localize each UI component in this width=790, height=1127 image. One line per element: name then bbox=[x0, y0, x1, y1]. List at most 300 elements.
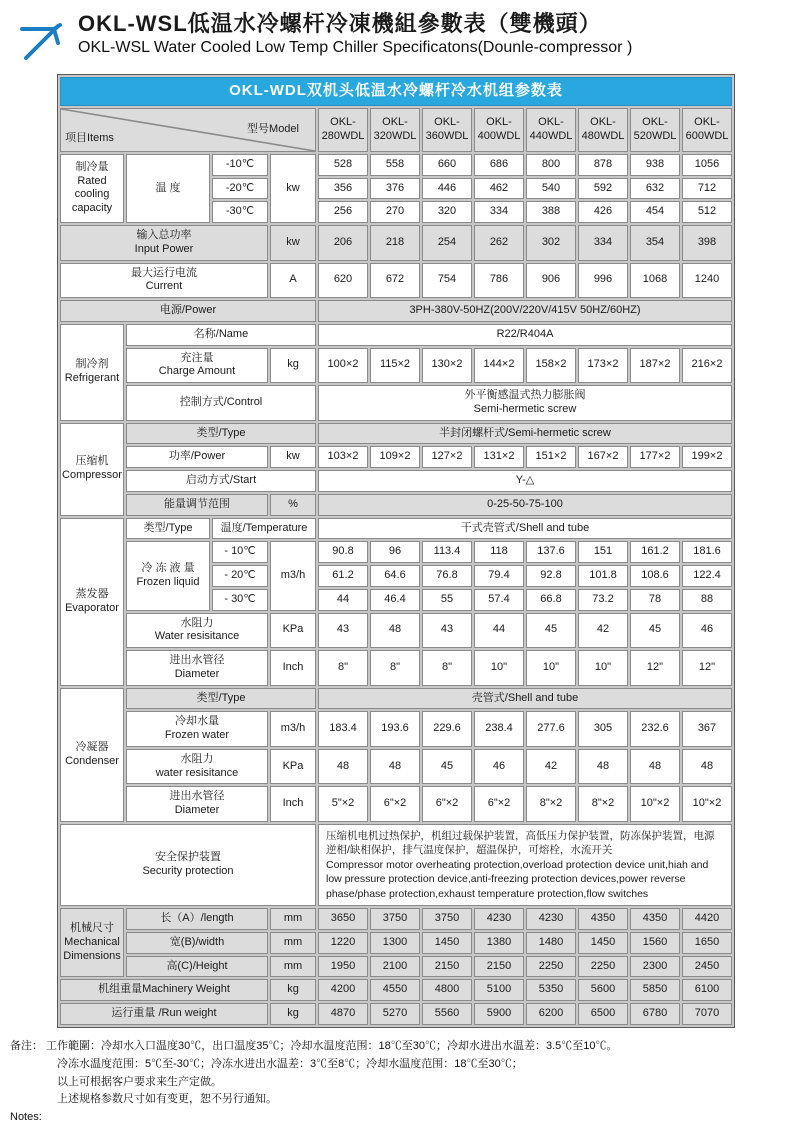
value-cell: 61.2 bbox=[318, 565, 368, 587]
unit-cell: Inch bbox=[270, 650, 316, 686]
security-text-zh: 压缩机电机过热保护，机组过载保护装置，高低压力保护装置，防冻保护装置，电源逆相/缺相保护，排气温度保护，超温保护，可熔栓，水流开关 bbox=[326, 829, 715, 857]
value-cell: 6"×2 bbox=[474, 786, 524, 822]
value-cell: 462 bbox=[474, 178, 524, 200]
value-cell: 118 bbox=[474, 541, 524, 563]
unit-cell: kw bbox=[270, 154, 316, 223]
row-label-current bbox=[60, 263, 268, 299]
unit-cell: KPa bbox=[270, 749, 316, 785]
value-cell: 151 bbox=[578, 541, 628, 563]
control-value-en: Semi-hermetic screw bbox=[473, 402, 577, 415]
unit-cell: Inch bbox=[270, 786, 316, 822]
table-row bbox=[60, 324, 732, 346]
value-cell: 1380 bbox=[474, 932, 524, 954]
value-cell: 320 bbox=[422, 201, 472, 223]
value-cell: 2300 bbox=[630, 956, 680, 978]
value-cell: 167×2 bbox=[578, 446, 628, 468]
row-label-zh: 冷却水量 bbox=[175, 715, 219, 728]
value-cell: 8" bbox=[318, 650, 368, 686]
model-header-cell: OKL-360WDL bbox=[422, 108, 472, 152]
value-cell: 137.6 bbox=[526, 541, 576, 563]
value-cell: 4350 bbox=[630, 908, 680, 930]
value-cell: 2250 bbox=[526, 956, 576, 978]
value-cell: 113.4 bbox=[422, 541, 472, 563]
value-cell: 1056 bbox=[682, 154, 732, 176]
value-cell: 1220 bbox=[318, 932, 368, 954]
row-label-evaporator-type: 类型/Type bbox=[126, 518, 210, 540]
value-cell: 115×2 bbox=[370, 348, 420, 384]
value-cell: 73.2 bbox=[578, 589, 628, 611]
note-line: 上述规格参数尺寸如有变更，恕不另行通知。 bbox=[57, 1093, 277, 1106]
value-cell: 5560 bbox=[422, 1003, 472, 1025]
row-label-run-weight: 运行重量 /Run weight bbox=[60, 1003, 268, 1025]
value-cell: 45 bbox=[630, 613, 680, 649]
unit-cell: m3/h bbox=[270, 541, 316, 610]
group-label-en: Compressor bbox=[62, 469, 122, 481]
value-cell: 130×2 bbox=[422, 348, 472, 384]
table-row bbox=[60, 711, 732, 747]
model-header-cell: OKL-600WDL bbox=[682, 108, 732, 152]
table-row bbox=[60, 154, 732, 176]
value-cell: 454 bbox=[630, 201, 680, 223]
row-label-cond-diameter bbox=[126, 786, 268, 822]
group-label-en: Condenser bbox=[65, 754, 119, 767]
start-value: Y-△ bbox=[318, 470, 732, 492]
value-cell: 78 bbox=[630, 589, 680, 611]
group-label-zh: 机械尺寸 bbox=[70, 922, 114, 935]
temp-cell: -30℃ bbox=[212, 201, 268, 223]
value-cell: 122.4 bbox=[682, 565, 732, 587]
row-label-start: 启动方式/Start bbox=[126, 470, 316, 492]
value-cell: 46 bbox=[474, 749, 524, 785]
note-line: Notes: bbox=[10, 1111, 42, 1124]
value-cell: 6"×2 bbox=[370, 786, 420, 822]
corner-header-cell bbox=[60, 108, 316, 152]
unit-cell: A bbox=[270, 263, 316, 299]
value-cell: 101.8 bbox=[578, 565, 628, 587]
value-cell: 10" bbox=[578, 650, 628, 686]
group-label-zh: 制冷量 bbox=[75, 160, 109, 173]
value-cell: 88 bbox=[682, 589, 732, 611]
notes-section bbox=[10, 1038, 790, 1127]
value-cell: 512 bbox=[682, 201, 732, 223]
group-label-condenser bbox=[60, 688, 124, 822]
value-cell: 996 bbox=[578, 263, 628, 299]
value-cell: 426 bbox=[578, 201, 628, 223]
row-label-zh: 安全保护装置 bbox=[155, 851, 221, 864]
value-cell: 8" bbox=[370, 650, 420, 686]
value-cell: 302 bbox=[526, 225, 576, 261]
value-cell: 1650 bbox=[682, 932, 732, 954]
value-cell: 158×2 bbox=[526, 348, 576, 384]
value-cell: 528 bbox=[318, 154, 368, 176]
table-row bbox=[60, 348, 732, 384]
unit-cell: kg bbox=[270, 979, 316, 1001]
value-cell: 398 bbox=[682, 225, 732, 261]
unit-cell: kg bbox=[270, 348, 316, 384]
value-cell: 356 bbox=[318, 178, 368, 200]
value-cell: 42 bbox=[578, 613, 628, 649]
value-cell: 177×2 bbox=[630, 446, 680, 468]
value-cell: 4550 bbox=[370, 979, 420, 1001]
value-cell: 12" bbox=[630, 650, 680, 686]
security-text-en: Compressor motor overheating protection,overload protection device unit,hiah and low pressure protection device,anti-freezing protection devices,power reverse phase/phase protection,exhaust temperature protection,flow switches bbox=[326, 858, 709, 900]
table-row bbox=[60, 494, 732, 516]
value-cell: 10"×2 bbox=[682, 786, 732, 822]
value-cell: 800 bbox=[526, 154, 576, 176]
table-row bbox=[60, 446, 732, 468]
value-cell: 108.6 bbox=[630, 565, 680, 587]
value-cell: 57.4 bbox=[474, 589, 524, 611]
value-cell: 12" bbox=[682, 650, 732, 686]
value-cell: 8"×2 bbox=[578, 786, 628, 822]
value-cell: 218 bbox=[370, 225, 420, 261]
value-cell: 4870 bbox=[318, 1003, 368, 1025]
value-cell: 256 bbox=[318, 201, 368, 223]
value-cell: 6200 bbox=[526, 1003, 576, 1025]
value-cell: 10"×2 bbox=[630, 786, 680, 822]
value-cell: 446 bbox=[422, 178, 472, 200]
value-cell: 46 bbox=[682, 613, 732, 649]
value-cell: 1240 bbox=[682, 263, 732, 299]
row-label-en: Diameter bbox=[174, 804, 220, 816]
value-cell: 672 bbox=[370, 263, 420, 299]
group-label-zh: 制冷剂 bbox=[75, 358, 109, 371]
value-cell: 1068 bbox=[630, 263, 680, 299]
value-cell: 712 bbox=[682, 178, 732, 200]
row-label-condenser-type: 类型/Type bbox=[126, 688, 316, 710]
value-cell: 754 bbox=[422, 263, 472, 299]
value-cell: 2450 bbox=[682, 956, 732, 978]
row-label-en: Frozen liquid bbox=[136, 575, 200, 588]
row-label-security bbox=[60, 824, 316, 906]
unit-cell: mm bbox=[270, 932, 316, 954]
row-label-zh: 水阻力 bbox=[180, 752, 214, 765]
table-row bbox=[60, 650, 732, 686]
unit-cell: mm bbox=[270, 908, 316, 930]
value-cell: 906 bbox=[526, 263, 576, 299]
value-cell: 1450 bbox=[422, 932, 472, 954]
unit-cell: kg bbox=[270, 1003, 316, 1025]
evaporator-type-value: 干式壳管式/Shell and tube bbox=[318, 518, 732, 540]
value-cell: 183.4 bbox=[318, 711, 368, 747]
model-header-cell: OKL-320WDL bbox=[370, 108, 420, 152]
value-cell: 305 bbox=[578, 711, 628, 747]
page-subtitle: OKL-WSL Water Cooled Low Temp Chiller Specificatons(Dounle-compressor ) bbox=[78, 38, 633, 56]
row-label-cooling-water bbox=[126, 711, 268, 747]
value-cell: 66.8 bbox=[526, 589, 576, 611]
table-row bbox=[60, 518, 732, 540]
value-cell: 686 bbox=[474, 154, 524, 176]
table-row bbox=[60, 423, 732, 445]
temp-label-cell: 温 度 bbox=[126, 154, 210, 223]
value-cell: 1450 bbox=[578, 932, 628, 954]
value-cell: 6100 bbox=[682, 979, 732, 1001]
value-cell: 199×2 bbox=[682, 446, 732, 468]
row-label-evap-diameter bbox=[126, 650, 268, 686]
value-cell: 10" bbox=[474, 650, 524, 686]
table-row bbox=[60, 908, 732, 930]
row-label-compressor-power: 功率/Power bbox=[126, 446, 268, 468]
value-cell: 7070 bbox=[682, 1003, 732, 1025]
row-label-charge-amount bbox=[126, 348, 268, 384]
table-row bbox=[60, 300, 732, 322]
value-cell: 5100 bbox=[474, 979, 524, 1001]
value-cell: 376 bbox=[370, 178, 420, 200]
group-label-compressor bbox=[60, 423, 124, 516]
value-cell: 4350 bbox=[578, 908, 628, 930]
value-cell: 229.6 bbox=[422, 711, 472, 747]
model-header-cell: OKL-520WDL bbox=[630, 108, 680, 152]
group-label-dimensions bbox=[60, 908, 124, 977]
model-header-row bbox=[60, 108, 732, 152]
group-label-en: Evaporator bbox=[65, 601, 119, 614]
group-label-zh: 压缩机 bbox=[75, 455, 109, 468]
table-row bbox=[60, 470, 732, 492]
temp-cell: - 20℃ bbox=[212, 565, 268, 587]
value-cell: 632 bbox=[630, 178, 680, 200]
model-header-cell: OKL-480WDL bbox=[578, 108, 628, 152]
value-cell: 109×2 bbox=[370, 446, 420, 468]
row-label-en: Frozen water bbox=[164, 729, 230, 741]
value-cell: 4420 bbox=[682, 908, 732, 930]
value-cell: 388 bbox=[526, 201, 576, 223]
value-cell: 79.4 bbox=[474, 565, 524, 587]
row-label-zh: 冷 冻 液 量 bbox=[141, 562, 195, 575]
value-cell: 620 bbox=[318, 263, 368, 299]
value-cell: 277.6 bbox=[526, 711, 576, 747]
value-cell: 540 bbox=[526, 178, 576, 200]
row-label-en: water resisitance bbox=[155, 766, 239, 779]
energy-range-value: 0-25-50-75-100 bbox=[318, 494, 732, 516]
row-label-en: Charge Amount bbox=[158, 365, 236, 378]
value-cell: 238.4 bbox=[474, 711, 524, 747]
temp-cell: -20℃ bbox=[212, 178, 268, 200]
row-label-zh: 输入总功率 bbox=[136, 229, 192, 241]
value-cell: 206 bbox=[318, 225, 368, 261]
group-label-en: Refrigerant bbox=[64, 372, 120, 385]
unit-cell: kw bbox=[270, 446, 316, 468]
value-cell: 938 bbox=[630, 154, 680, 176]
value-cell: 161.2 bbox=[630, 541, 680, 563]
value-cell: 43 bbox=[422, 613, 472, 649]
value-cell: 4200 bbox=[318, 979, 368, 1001]
value-cell: 4230 bbox=[526, 908, 576, 930]
page-title: OKL-WSL低温水冷螺杆冷凍機組參數表（雙機頭） bbox=[78, 11, 602, 36]
value-cell: 44 bbox=[474, 613, 524, 649]
value-cell: 1480 bbox=[526, 932, 576, 954]
value-cell: 64.6 bbox=[370, 565, 420, 587]
value-cell: 48 bbox=[682, 749, 732, 785]
row-label-length: 长（A）/length bbox=[126, 908, 268, 930]
value-cell: 92.8 bbox=[526, 565, 576, 587]
row-label-height: 高(C)/Height bbox=[126, 956, 268, 978]
table-row bbox=[60, 749, 732, 785]
value-cell: 44 bbox=[318, 589, 368, 611]
unit-cell: KPa bbox=[270, 613, 316, 649]
condenser-type-value: 壳管式/Shell and tube bbox=[318, 688, 732, 710]
value-cell: 96 bbox=[370, 541, 420, 563]
value-cell: 5600 bbox=[578, 979, 628, 1001]
value-cell: 254 bbox=[422, 225, 472, 261]
refrigerant-name-value: R22/R404A bbox=[318, 324, 732, 346]
row-label-en: Water resisitance bbox=[154, 630, 240, 643]
power-supply-value: 3PH-380V-50HZ(200V/220V/415V 50HZ/60HZ) bbox=[318, 300, 732, 322]
value-cell: 127×2 bbox=[422, 446, 472, 468]
compressor-type-value: 半封闭螺杆式/Semi-hermetic screw bbox=[318, 423, 732, 445]
value-cell: 5270 bbox=[370, 1003, 420, 1025]
table-row bbox=[60, 613, 732, 649]
group-label-cooling bbox=[60, 154, 124, 223]
spec-table bbox=[57, 74, 735, 1028]
table-row bbox=[60, 786, 732, 822]
group-label-evaporator bbox=[60, 518, 124, 686]
value-cell: 786 bbox=[474, 263, 524, 299]
value-cell: 181.6 bbox=[682, 541, 732, 563]
row-label-width: 宽(B)/width bbox=[126, 932, 268, 954]
value-cell: 46.4 bbox=[370, 589, 420, 611]
unit-cell: mm bbox=[270, 956, 316, 978]
row-label-zh: 充注量 bbox=[180, 351, 214, 364]
value-cell: 3750 bbox=[370, 908, 420, 930]
table-row bbox=[60, 979, 732, 1001]
control-value-zh: 外平衡感温式热力膨胀阀 bbox=[464, 389, 586, 401]
value-cell: 43 bbox=[318, 613, 368, 649]
row-label-cond-resistance bbox=[126, 749, 268, 785]
temp-cell: -10℃ bbox=[212, 154, 268, 176]
value-cell: 193.6 bbox=[370, 711, 420, 747]
value-cell: 5"×2 bbox=[318, 786, 368, 822]
security-text bbox=[318, 824, 732, 906]
value-cell: 3750 bbox=[422, 908, 472, 930]
value-cell: 48 bbox=[318, 749, 368, 785]
row-label-machinery-weight: 机组重量Machinery Weight bbox=[60, 979, 268, 1001]
value-cell: 334 bbox=[578, 225, 628, 261]
value-cell: 48 bbox=[578, 749, 628, 785]
value-cell: 878 bbox=[578, 154, 628, 176]
row-label-evap-resistance bbox=[126, 613, 268, 649]
value-cell: 42 bbox=[526, 749, 576, 785]
unit-cell: % bbox=[270, 494, 316, 516]
row-label-refrigerant-name: 名称/Name bbox=[126, 324, 316, 346]
group-label-zh: 冷凝器 bbox=[75, 740, 109, 753]
value-cell: 334 bbox=[474, 201, 524, 223]
value-cell: 48 bbox=[630, 749, 680, 785]
value-cell: 262 bbox=[474, 225, 524, 261]
value-cell: 4800 bbox=[422, 979, 472, 1001]
row-label-control: 控制方式/Control bbox=[126, 385, 316, 421]
table-row bbox=[60, 225, 732, 261]
row-label-en: Diameter bbox=[174, 667, 220, 680]
model-header-cell: OKL-440WDL bbox=[526, 108, 576, 152]
value-cell: 187×2 bbox=[630, 348, 680, 384]
group-label-refrigerant bbox=[60, 324, 124, 421]
value-cell: 367 bbox=[682, 711, 732, 747]
temp-cell: - 30℃ bbox=[212, 589, 268, 611]
value-cell: 2250 bbox=[578, 956, 628, 978]
value-cell: 48 bbox=[370, 613, 420, 649]
row-label-zh: 进出水管径 bbox=[169, 790, 225, 803]
page-header bbox=[0, 0, 790, 64]
value-cell: 4230 bbox=[474, 908, 524, 930]
value-cell: 5900 bbox=[474, 1003, 524, 1025]
value-cell: 144×2 bbox=[474, 348, 524, 384]
row-label-zh: 进出水管径 bbox=[169, 654, 225, 666]
model-header-cell: OKL-400WDL bbox=[474, 108, 524, 152]
row-label-zh: 最大运行电流 bbox=[131, 266, 197, 279]
value-cell: 48 bbox=[370, 749, 420, 785]
table-banner-row bbox=[60, 77, 732, 106]
value-cell: 354 bbox=[630, 225, 680, 261]
value-cell: 660 bbox=[422, 154, 472, 176]
model-header-cell: OKL-280WDL bbox=[318, 108, 368, 152]
table-row bbox=[60, 932, 732, 954]
value-cell: 1560 bbox=[630, 932, 680, 954]
value-cell: 5350 bbox=[526, 979, 576, 1001]
corner-items-label: 项目Items bbox=[65, 132, 114, 144]
note-line: 备注： 工作範圍：冷却水入口温度30℃，出口温度35℃；冷却水温度范围：18℃至30℃；冷却水进出水温差：3.5℃至10℃。 bbox=[10, 1039, 618, 1052]
row-label-frozen-liquid bbox=[126, 541, 210, 610]
table-row bbox=[60, 824, 732, 906]
table-row bbox=[60, 1003, 732, 1025]
table-row bbox=[60, 263, 732, 299]
value-cell: 131×2 bbox=[474, 446, 524, 468]
value-cell: 8" bbox=[422, 650, 472, 686]
value-cell: 100×2 bbox=[318, 348, 368, 384]
value-cell: 2150 bbox=[474, 956, 524, 978]
value-cell: 173×2 bbox=[578, 348, 628, 384]
arrow-up-right-icon bbox=[14, 16, 70, 64]
row-label-en: Security protection bbox=[142, 864, 234, 877]
value-cell: 270 bbox=[370, 201, 420, 223]
title-block bbox=[78, 10, 632, 58]
row-label-energy-range: 能量调节范围 bbox=[126, 494, 268, 516]
row-label-en: Current bbox=[145, 280, 183, 293]
value-cell: 76.8 bbox=[422, 565, 472, 587]
value-cell: 5850 bbox=[630, 979, 680, 1001]
note-line: 冷冻水温度范围：5℃至-30℃；冷冻水进出水温差：3℃至8℃；冷却水温度范围：18℃至30℃； bbox=[57, 1057, 523, 1070]
row-label-evaporator-temp: 温度/Temperature bbox=[212, 518, 316, 540]
temp-cell: - 10℃ bbox=[212, 541, 268, 563]
row-label-en: Input Power bbox=[134, 242, 194, 255]
value-cell: 45 bbox=[526, 613, 576, 649]
table-banner: OKL-WDL双机头低温水冷螺杆冷水机组参数表 bbox=[60, 77, 732, 106]
table-row bbox=[60, 385, 732, 421]
row-label-zh: 水阻力 bbox=[180, 616, 214, 629]
value-cell: 592 bbox=[578, 178, 628, 200]
unit-cell: m3/h bbox=[270, 711, 316, 747]
table-row bbox=[60, 956, 732, 978]
control-value bbox=[318, 385, 732, 421]
row-label-power-supply: 电源/Power bbox=[60, 300, 316, 322]
value-cell: 1950 bbox=[318, 956, 368, 978]
corner-model-label: 型号Model bbox=[247, 122, 299, 135]
value-cell: 232.6 bbox=[630, 711, 680, 747]
value-cell: 558 bbox=[370, 154, 420, 176]
value-cell: 55 bbox=[422, 589, 472, 611]
note-line: 以上可根据客户要求来生产定做。 bbox=[57, 1075, 222, 1088]
value-cell: 2100 bbox=[370, 956, 420, 978]
table-row bbox=[60, 688, 732, 710]
group-label-en: Rated cooling capacity bbox=[71, 174, 113, 215]
value-cell: 8"×2 bbox=[526, 786, 576, 822]
value-cell: 6500 bbox=[578, 1003, 628, 1025]
value-cell: 2150 bbox=[422, 956, 472, 978]
value-cell: 3650 bbox=[318, 908, 368, 930]
row-label-compressor-type: 类型/Type bbox=[126, 423, 316, 445]
value-cell: 90.8 bbox=[318, 541, 368, 563]
value-cell: 6"×2 bbox=[422, 786, 472, 822]
value-cell: 151×2 bbox=[526, 446, 576, 468]
